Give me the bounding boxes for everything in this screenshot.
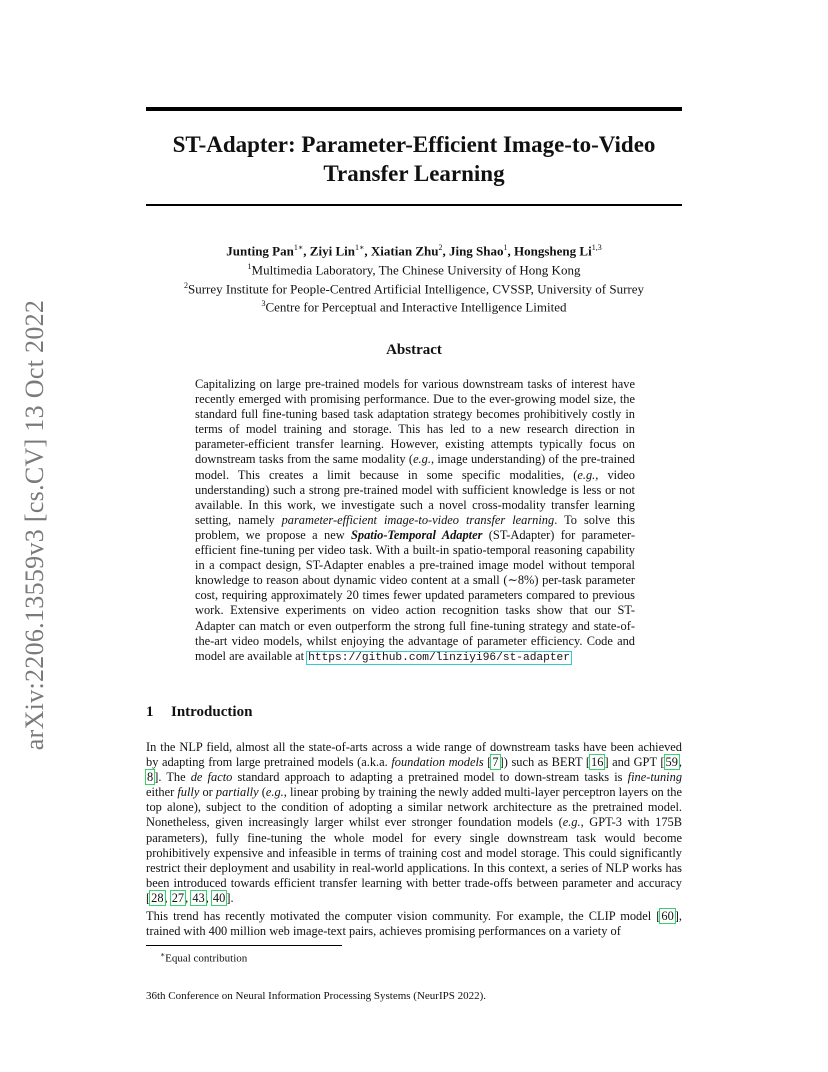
title-rule-bottom <box>146 204 682 206</box>
author-name: Junting Pan <box>226 243 294 259</box>
author-name: Ziyi Lin <box>309 243 355 259</box>
affiliation-mark: 1 <box>247 261 252 271</box>
author-name: Hongsheng Li <box>514 243 592 259</box>
abstract-heading: Abstract <box>386 342 442 358</box>
footnote <box>160 950 247 965</box>
citation-link[interactable]: 59 <box>665 755 678 770</box>
title-line-1: ST-Adapter: Parameter-Efficient Image-to-Video <box>172 132 656 157</box>
affiliation-text: Surrey Institute for People-Centred Artificial Intelligence, CVSSP, University of Surrey <box>188 280 644 296</box>
citation-link[interactable]: 8 <box>147 770 154 785</box>
section-title: Introduction <box>171 704 253 720</box>
affiliation <box>146 296 682 315</box>
citation-link[interactable]: 40 <box>212 890 226 905</box>
author-mark: 2 <box>438 243 443 252</box>
affiliation <box>146 278 682 297</box>
author-mark: 1∗ <box>293 243 304 252</box>
affiliation-text: Centre for Perceptual and Interactive Intelligence Limited <box>265 299 567 315</box>
paper-title <box>146 130 682 188</box>
intro-paragraph-1: In the NLP field, almost all the state-of-arts across a wide range of downstream tasks have been achieved by adapting from large pretrained models (a.k.a. foundation models [7]) such as BERT [16] and GPT [59, 8]. The de facto standard approach to adapting a pretrained model to down-stream tasks is fine-tuning either fully or partially (e.g., linear probing by training the newly added multi-layer perceptron layers on the top alone), subject to the condition of adopting a similar network architecture as the pretrained model. Nonetheless, given increasingly larger whilst ever stronger foundation models (e.g., GPT-3 with 175B parameters), fully fine-tuning the whole model for every single downstream task would become prohibitively expensive and infeasible in terms of training cost and model storage. This could significantly restrict their deployment and usability in real-world applications. In this context, a series of NLP works has been introduced towards efficient transfer learning with better trade-offs between parameter and accuracy [28, 27, 43, 40]. <box>146 740 683 905</box>
intro-paragraph-2: This trend has recently motivated the computer vision community. For example, the CLIP model [60], trained with 400 million web image-text pairs, achieves promising performances on a variety of <box>146 909 682 939</box>
arxiv-id-text: arXiv:2206.13559v3 [cs.CV] 13 Oct 2022 <box>20 299 49 751</box>
footnote-rule <box>146 945 342 946</box>
affiliation <box>146 259 682 278</box>
affiliation-mark: 3 <box>261 299 266 309</box>
title-rule-top <box>146 107 682 111</box>
author-name: Jing Shao <box>448 243 504 259</box>
footnote-text: Equal contribution <box>165 952 248 965</box>
title-line-2: Transfer Learning <box>323 161 505 186</box>
author-name: Xiatian Zhu <box>370 243 439 259</box>
code-repository-link[interactable]: https://github.com/linziyi96/st-adapter <box>308 651 570 664</box>
author-mark: 1,3 <box>591 243 602 252</box>
author-names: Junting Pan$^{1∗}$, Ziyi Lin$^{1∗}$, Xiatian Zhu$^2$, Jing Shao$^1$, Hongsheng Li$^{1,3}$ <box>226 243 602 259</box>
footnote-mark: ∗ <box>160 950 166 959</box>
affiliation-mark: 2 <box>184 280 188 290</box>
author-block <box>146 240 682 315</box>
arxiv-identifier-stamp <box>8 290 62 760</box>
section-number: 1 <box>146 704 154 720</box>
author-mark: 1 <box>503 243 508 252</box>
abstract-text: Capitalizing on large pre-trained models for various downstream tasks of interest have recently emerged with promising performance. Due to the ever-growing model size, the standard full fine-tuning based task adaptation strategy becomes prohibitively costly in terms of model training and storage. This has led to a new research direction in parameter-efficient transfer learning. However, existing attempts typically focus on downstream tasks from the same modality (e.g., image understanding) of the pre-trained model. This creates a limit because in some specific modalities, (e.g., video understanding) such a strong pre-trained model with sufficient knowledge is less or not available. In this work, we investigate such a novel cross-modality transfer learning setting, namely parameter-efficient image-to-video transfer learning. To solve this problem, we propose a new Spatio-Temporal Adapter (ST-Adapter) for parameter-efficient fine-tuning per video task. With a built-in spatio-temporal reasoning capability in a compact design, ST-Adapter enables a pre-trained image model without temporal knowledge to reason about dynamic video content at a small (∼8%) per-task parameter cost, requiring approximately 20 times fewer updated parameters compared to previous work. Extensive experiments on video action recognition tasks show that our ST-Adapter can match or even outperform the strong full fine-tuning strategy and state-of-the-art video models, whilst enjoying the advantage of parameter efficiency. Code and model are available at https://github.com/linziyi96/st-adapter <box>195 377 635 664</box>
conference-note: 36th Conference on Neural Information Processing Systems (NeurIPS 2022). <box>146 990 487 1002</box>
citation-link[interactable]: 7 <box>492 755 499 770</box>
section-heading-introduction <box>146 704 682 721</box>
citation-link[interactable]: 16 <box>591 755 604 770</box>
citation-link[interactable]: 27 <box>171 890 185 905</box>
citation-link[interactable]: 28 <box>151 890 164 905</box>
author-mark: 1∗ <box>354 243 365 252</box>
affiliation-text: Multimedia Laboratory, The Chinese University of Hong Kong <box>251 262 581 278</box>
citation-link[interactable]: 43 <box>192 890 205 905</box>
citation-link[interactable]: 60 <box>661 909 674 923</box>
